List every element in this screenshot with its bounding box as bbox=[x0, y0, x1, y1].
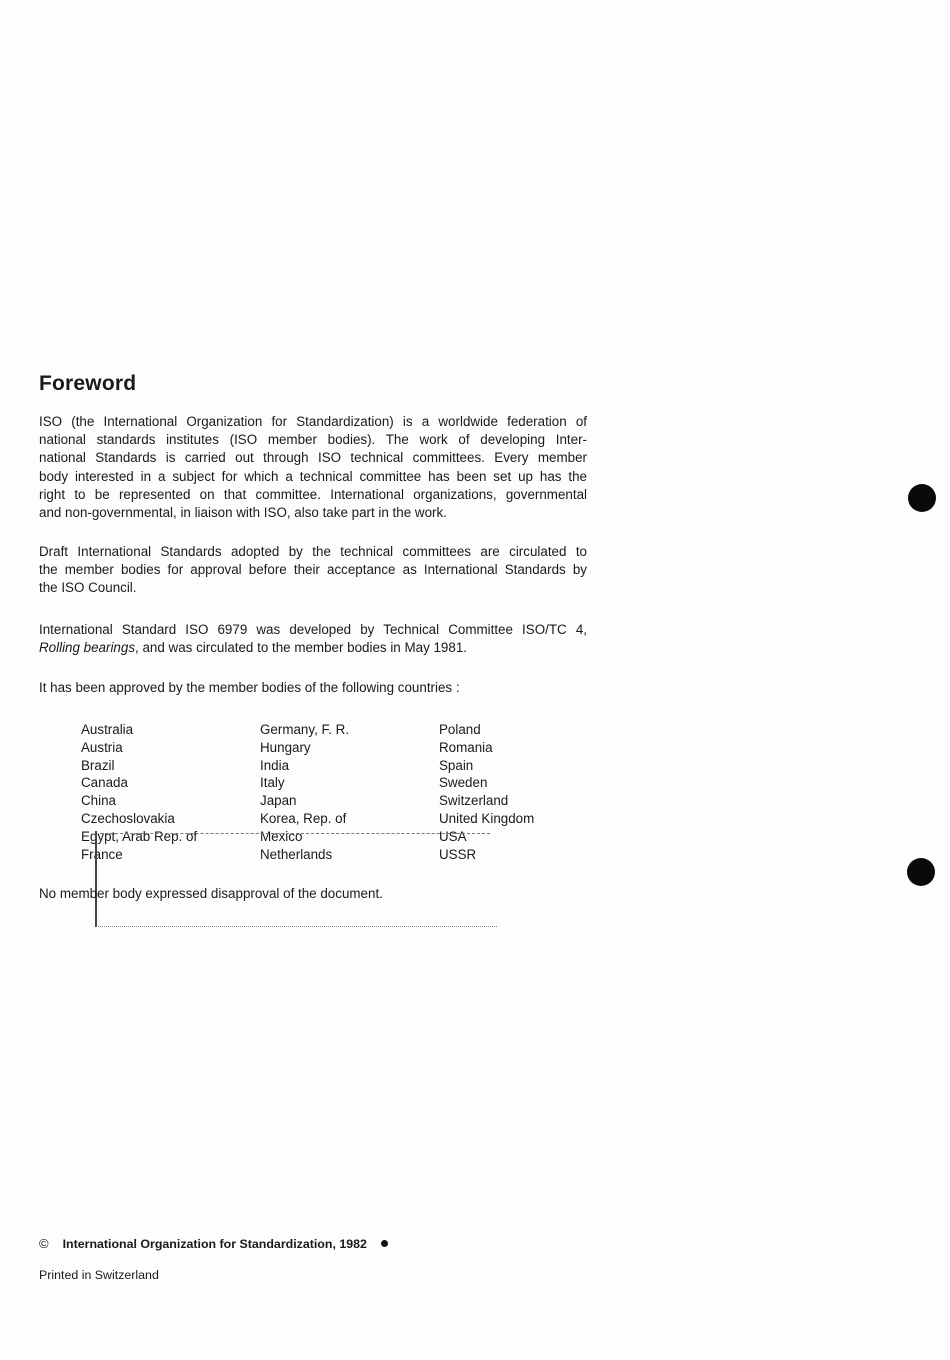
country-name: Italy bbox=[260, 775, 285, 791]
text-line bbox=[39, 639, 587, 657]
country-name: Egypt, Arab Rep. of bbox=[81, 828, 198, 844]
country-name: India bbox=[260, 757, 290, 773]
country-name: Korea, Rep. of bbox=[260, 810, 347, 826]
paragraph-approval: It has been approved by the member bodies of the following countries : bbox=[39, 680, 460, 695]
copyright-text: International Organization for Standardization, 1982 bbox=[62, 1236, 367, 1251]
text-line: International Standard ISO 6979 was developed by Technical Committee ISO/TC 4, bbox=[39, 622, 587, 637]
country-name: Czechoslovakia bbox=[81, 810, 175, 826]
text-line: and non-governmental, in liaison with ISO, also take part in the work. bbox=[39, 504, 447, 520]
paragraph-standard-development bbox=[39, 621, 587, 657]
country-name: USA bbox=[439, 828, 467, 844]
punch-hole-mark bbox=[907, 858, 935, 886]
country-name: Sweden bbox=[439, 775, 488, 791]
paragraph-iso-intro bbox=[39, 413, 587, 522]
page-title: Foreword bbox=[39, 372, 137, 395]
text-line: national Standards is carried out through ISO technical committees. Every member bbox=[39, 450, 587, 466]
country-name: China bbox=[81, 793, 116, 809]
bullet-dot bbox=[381, 1240, 388, 1247]
country-name: Austria bbox=[81, 739, 123, 755]
text-line: national standards institutes (ISO member bodies). The work of developing Inter- bbox=[39, 432, 587, 448]
country-name: France bbox=[81, 846, 123, 862]
copyright-line bbox=[39, 1236, 388, 1251]
country-name: Netherlands bbox=[260, 846, 333, 862]
text-fragment: , and was circulated to the member bodies in May 1981. bbox=[135, 640, 467, 656]
country-name: Brazil bbox=[81, 757, 115, 773]
country-name: Romania bbox=[439, 739, 493, 755]
country-name: Mexico bbox=[260, 828, 303, 844]
country-name: Spain bbox=[439, 757, 474, 773]
country-name: United Kingdom bbox=[439, 810, 535, 826]
country-name: Switzerland bbox=[439, 793, 509, 809]
text-line: Draft International Standards adopted by the technical committees are circulated to bbox=[39, 544, 587, 559]
stamp-border-top bbox=[100, 833, 490, 834]
printed-location: Printed in Switzerland bbox=[39, 1268, 159, 1282]
country-name: Japan bbox=[260, 793, 297, 809]
country-name: USSR bbox=[439, 846, 477, 862]
punch-hole-mark bbox=[908, 484, 936, 512]
country-name: Canada bbox=[81, 775, 128, 791]
paragraph-no-disapproval: No member body expressed disapproval of the document. bbox=[39, 886, 383, 901]
country-name: Germany, F. R. bbox=[260, 722, 350, 737]
text-line: ISO (the International Organization for Standardization) is a worldwide federation of bbox=[39, 414, 587, 429]
committee-title: Rolling bearings bbox=[39, 640, 136, 656]
text-line: the ISO Council. bbox=[39, 580, 137, 596]
country-name: Hungary bbox=[260, 739, 311, 755]
text-line: body interested in a subject for which a technical committee has been set up has the bbox=[39, 468, 587, 484]
text-line: right to be represented on that committee. International organizations, governmental bbox=[39, 486, 587, 502]
country-name: Australia bbox=[81, 722, 134, 737]
country-name: Poland bbox=[439, 722, 481, 737]
copyright-symbol: © bbox=[39, 1236, 49, 1251]
text-line: the member bodies for approval before their acceptance as International Standards by bbox=[39, 562, 587, 578]
paragraph-draft-standards bbox=[39, 543, 587, 598]
country-list bbox=[81, 721, 589, 863]
